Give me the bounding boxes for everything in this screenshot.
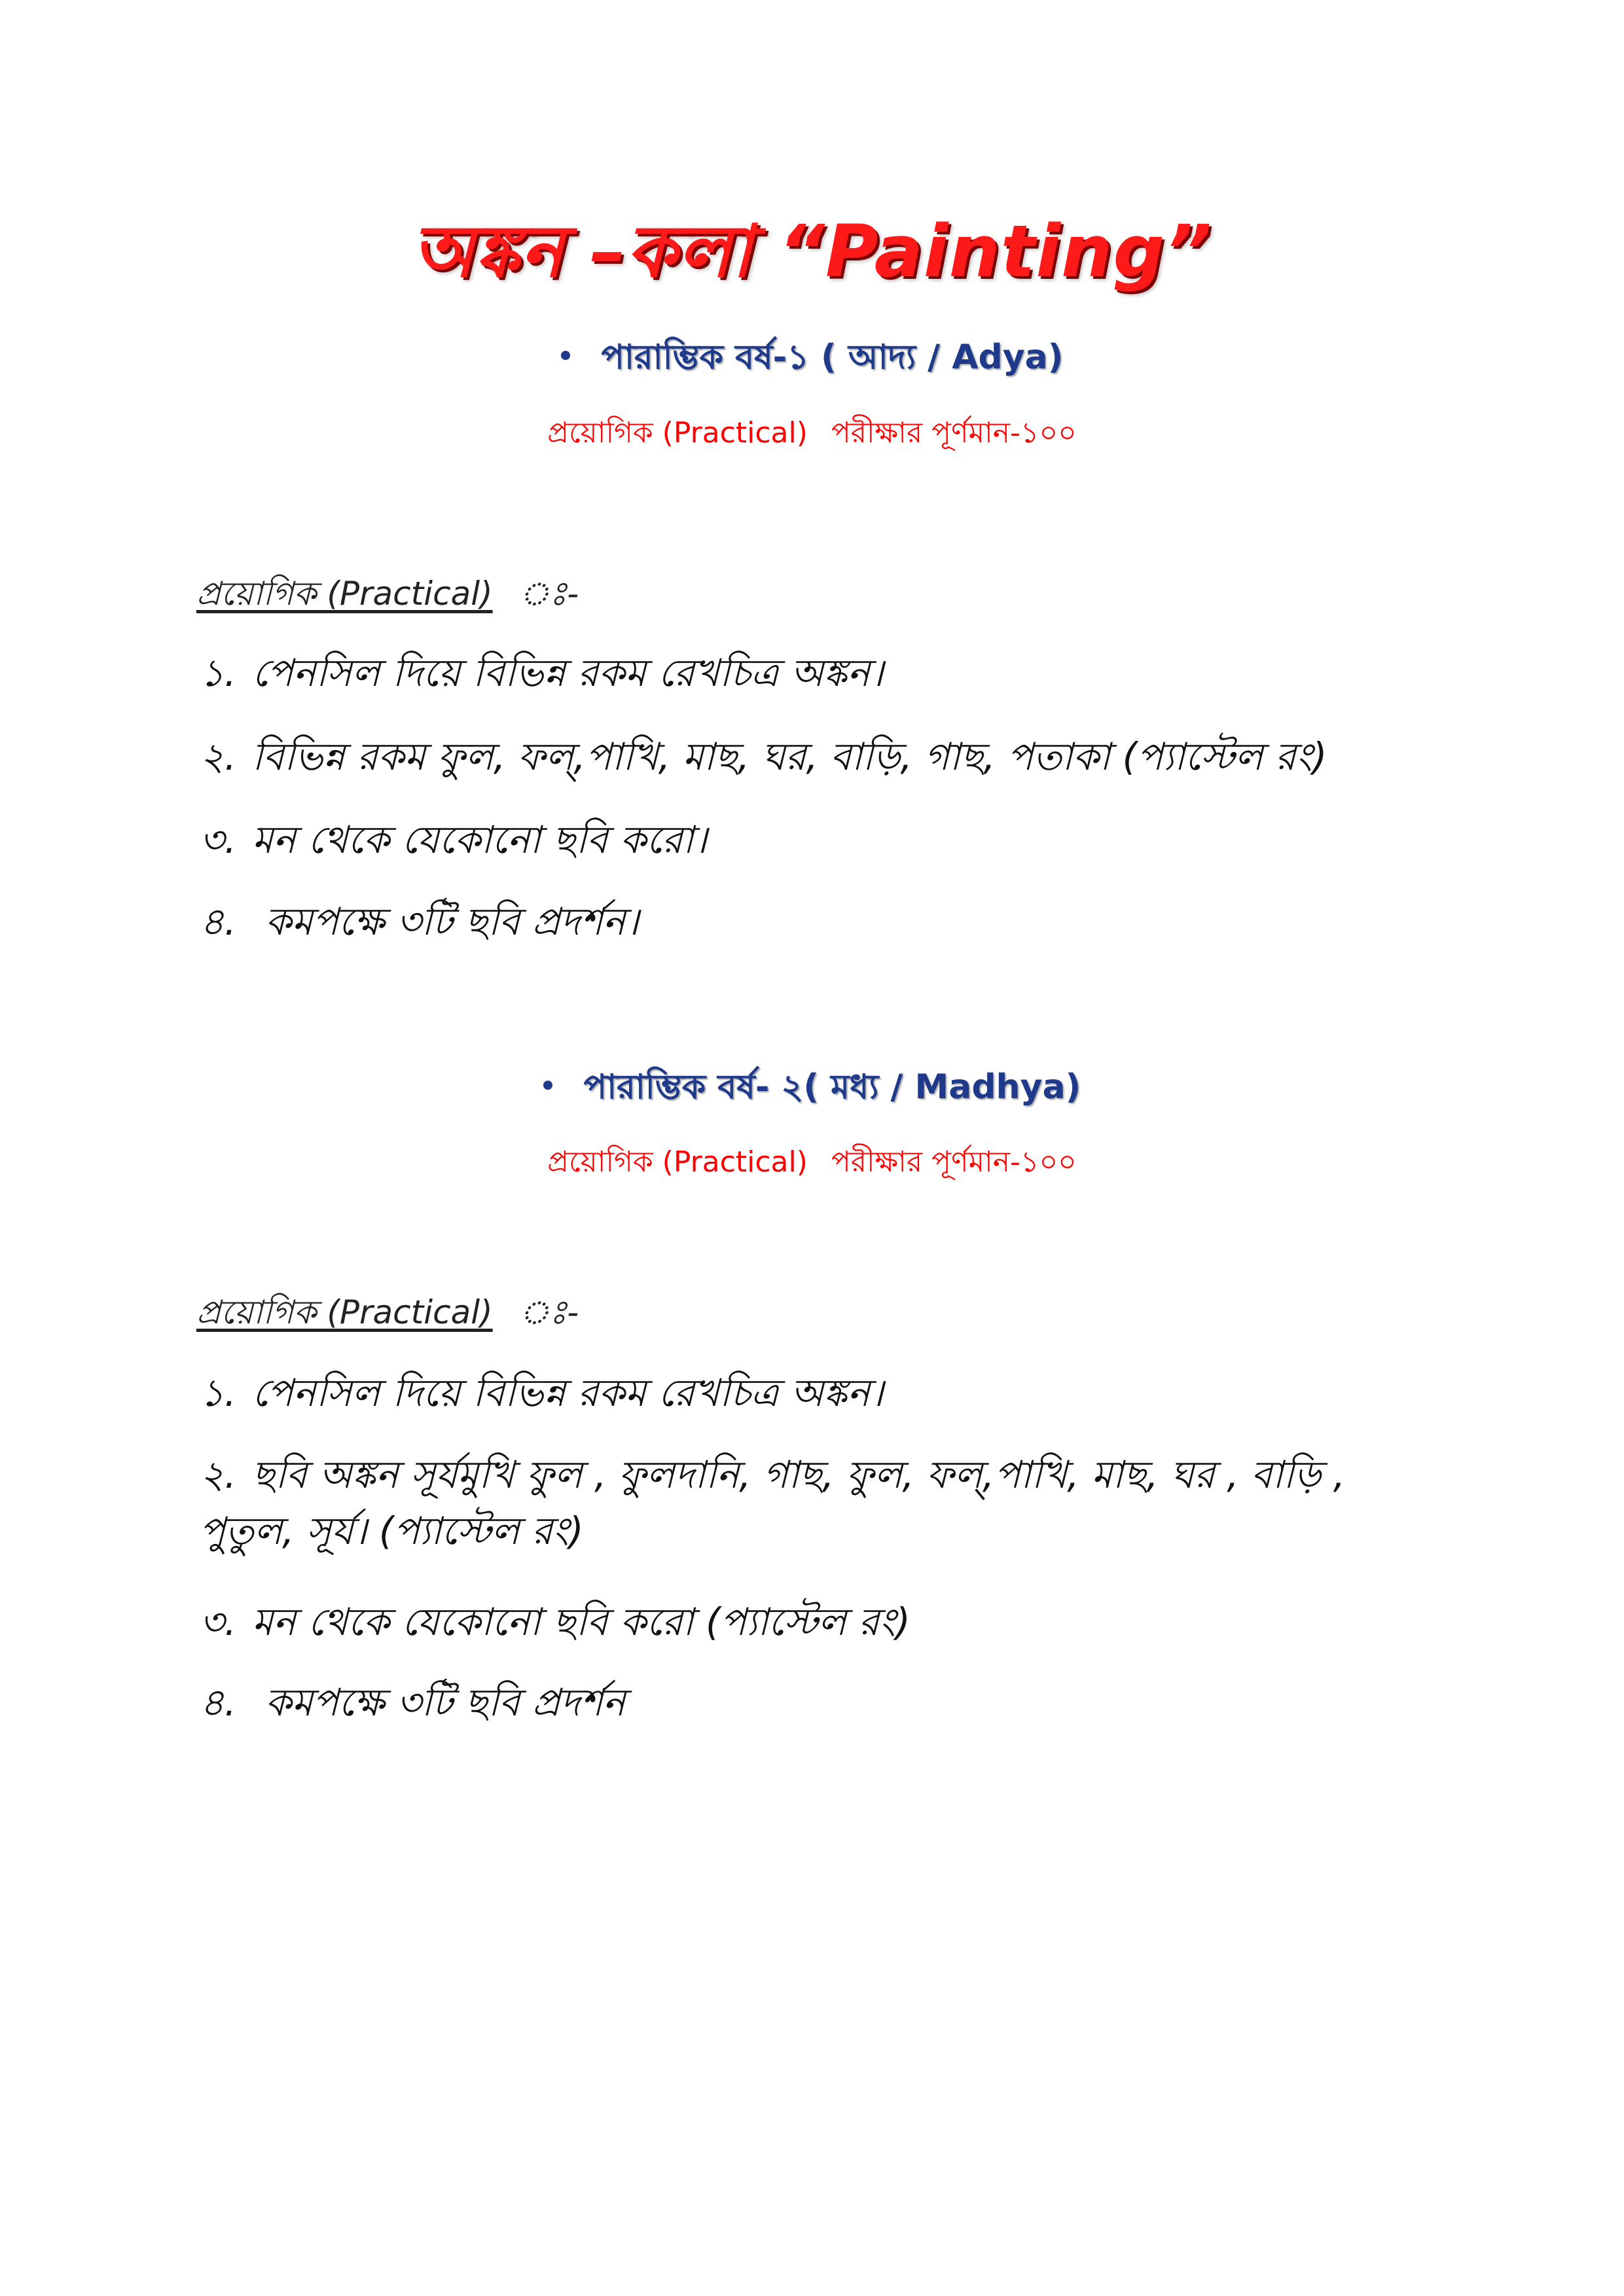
year-2-item-4 (200, 1674, 1443, 1731)
year-2-practical-heading-text: প্রয়োগিক (Practical) (196, 1293, 493, 1331)
year-1-practical-label: প্রয়োগিক (Practical) (547, 416, 808, 450)
page-title: অঙ্কন –কলা “Painting” (412, 209, 1212, 293)
year-1-practical-heading (196, 569, 579, 624)
year-2-practical-heading (196, 1288, 579, 1342)
year-2-item-3 (200, 1594, 1443, 1650)
item-text: পেনসিল দিয়ে বিভিন্ন রকম রেখচিত্র অঙ্কন। (252, 651, 884, 695)
year-1-marks-line (0, 411, 1624, 459)
item-text: কমপক্ষে ৩টি ছবি প্রদর্শন (265, 1680, 626, 1725)
item-text: মন থেকে যেকোনো ছবি করো। (252, 817, 708, 862)
year-2-item-2 (200, 1446, 1443, 1559)
year-2-practical-heading-tail: ঃ- (518, 1293, 579, 1331)
year-1-item-4 (200, 893, 1443, 950)
year-1-full-marks: পরীক্ষার পূর্ণমান-১০০ (831, 416, 1077, 450)
year-2-heading (0, 1060, 1624, 1117)
year-1-practical-heading-text: প্রয়োগিক (Practical) (196, 575, 493, 613)
item-text: ছবি অঙ্কন সূর্যমুখি ফুল , ফুলদানি, গাছ, ফুল, ফল্,পাখি, মাছ, ঘর , বাড়ি , পুতুল, সূর্য। (প্যাস্টেল রং) (200, 1452, 1346, 1553)
item-number: ৪. (200, 899, 237, 944)
year-1-item-1 (200, 645, 1443, 701)
year-1-item-3 (200, 812, 1443, 868)
bullet-icon (543, 1081, 552, 1090)
item-text: বিভিন্ন রকম ফুল, ফল্,পাখি, মাছ, ঘর, বাড়ি, গাছ, পতাকা (প্যাস্টেল রং) (252, 734, 1327, 779)
year-1-heading-text: পারাম্ভিক বর্ষ-১ ( আদ্য / Adya) (601, 338, 1064, 377)
item-number: ৪. (200, 1680, 237, 1725)
item-text: মন থেকে যেকোনো ছবি করো (প্যাস্টেল রং) (252, 1600, 911, 1644)
item-text: কমপক্ষে ৩টি ছবি প্রদর্শন। (265, 899, 640, 944)
year-2-full-marks: পরীক্ষার পূর্ণমান-১০০ (831, 1145, 1077, 1179)
bullet-icon (561, 351, 570, 360)
item-number: ১. (200, 1371, 237, 1415)
item-number: ১. (200, 651, 237, 695)
item-number: ২. (200, 734, 237, 779)
item-number: ৩. (200, 817, 237, 862)
item-text: পেনসিল দিয়ে বিভিন্ন রকম রেখচিত্র অঙ্কন। (252, 1371, 884, 1415)
item-number: ২. (200, 1452, 237, 1497)
year-1-item-2 (200, 728, 1443, 785)
year-2-practical-label: প্রয়োগিক (Practical) (547, 1145, 808, 1179)
year-2-item-1 (200, 1365, 1443, 1421)
year-1-practical-heading-tail: ঃ- (518, 575, 579, 613)
year-2-marks-line (0, 1140, 1624, 1188)
year-1-heading (0, 331, 1624, 387)
item-number: ৩. (200, 1600, 237, 1644)
year-2-heading-text: পারাম্ভিক বর্ষ- ২( মধ্য / Madhya) (583, 1067, 1081, 1107)
